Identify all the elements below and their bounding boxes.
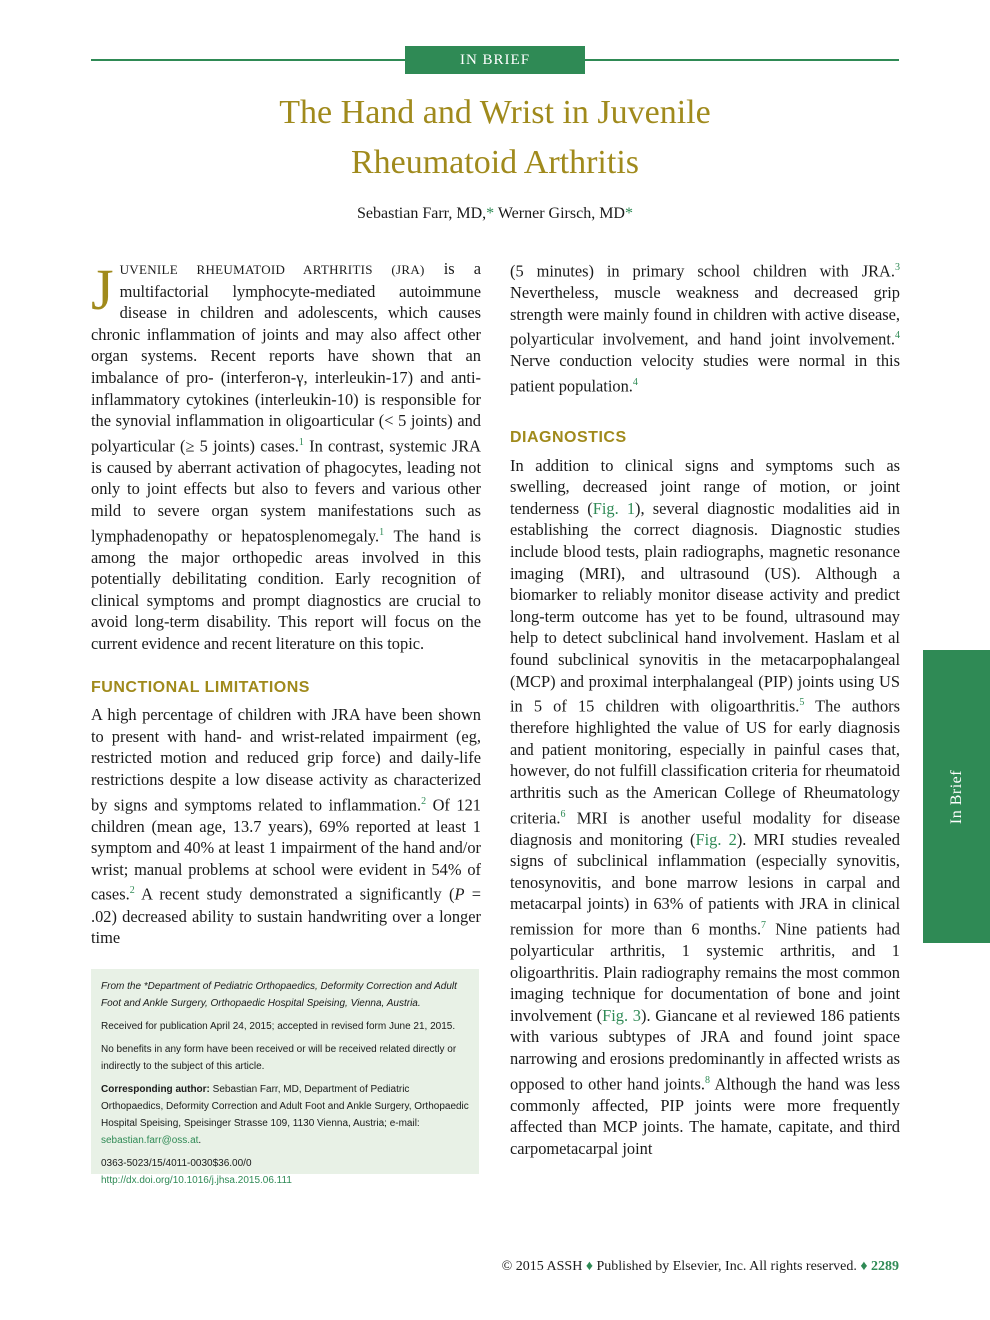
body-text: The authors therefore highlighted the value of US for early diagnosis and patient monitoring, especially in painful cases that, however, do not fulfill classification criteria for rheumatoid arthritis such as the American College of Rheumatology criteria. xyxy=(510,696,900,827)
issn: 0363-5023/15/4011-0030$36.00/0 xyxy=(101,1158,252,1169)
article-footnote-box xyxy=(91,969,479,1186)
body-text: ). Giancane et al reviewed 186 patients with various subtypes of JRA and found joint space narrowing and erosions predominantly in affected wrists as opposed to other hand joints. xyxy=(510,1005,900,1094)
affiliation-marker[interactable]: * xyxy=(624,205,633,222)
section-heading-functional-limitations: FUNCTIONAL LIMITATIONS xyxy=(91,678,310,696)
side-tab-label: In Brief xyxy=(947,769,965,824)
diamond-icon: ♦ xyxy=(860,1259,868,1274)
side-section-tab xyxy=(923,650,990,943)
functional-paragraph xyxy=(91,704,481,948)
body-text: ), several diagnostic modalities aid in establishing the correct diagnosis. Diagnostic studies include blood tests, plain radiographs, magnetic resonance imaging (MRI), and ultrasound (US). Although a biomarker to reliably monitor disease activity and predict long-term outcome has yet to be found, ultrasound may help to detect subclinical hand involvement. Haslam et al found subclinical synovitis in the metacarpophalangeal (MCP) and proximal interphalangeal (PIP) joints using US in 5 of 15 children with oligoarthritis. xyxy=(510,498,900,716)
doi-link[interactable]: http://dx.doi.org/10.1016/j.jhsa.2015.06.111 xyxy=(101,1175,292,1186)
body-text: In addition to clinical signs and symptoms such as swelling, decreased joint range of motion, or joint tenderness ( xyxy=(510,455,900,518)
title-line-1: The Hand and Wrist in Juvenile xyxy=(279,94,711,131)
body-text: ). MRI studies revealed signs of subclinical inflammation (especially synovitis, tenosynovitis, and bone marrow lesions in carpal and metacarpal joints) in 63% of patients with JRA in clinical remission for more than 6 months. xyxy=(510,829,900,939)
diamond-icon: ♦ xyxy=(585,1259,593,1274)
corresponding-author-end: . xyxy=(198,1135,202,1146)
author-2: Werner Girsch, MD xyxy=(497,205,625,222)
body-text: (5 minutes) in primary school children with JRA. xyxy=(510,261,895,281)
diagnostics-paragraph xyxy=(510,455,900,1160)
drop-cap: J xyxy=(91,257,114,322)
citation-ref[interactable]: 3 xyxy=(895,262,900,273)
body-text: A high percentage of children with JRA have been shown to present with hand- and wrist-related impairment (eg, restricted motion and reduced grip force) and daily-life restrictions despite a low disease activity as characterized by signs and symptoms related to inflammation. xyxy=(91,705,481,815)
citation-ref[interactable]: 1 xyxy=(298,436,304,448)
affiliation-note: From the *Department of Pediatric Orthopaedics, Deformity Correction and Adult Foot and Ankle Surgery, Orthopaedic Hospital Speising, Vienna, Austria. xyxy=(101,981,457,1009)
affiliation-marker[interactable]: * xyxy=(486,205,495,222)
title-line-2: Rheumatoid Arthritis xyxy=(350,144,640,181)
author-1: Sebastian Farr, MD, xyxy=(357,205,487,222)
continued-paragraph xyxy=(510,257,900,397)
citation-ref[interactable]: 4 xyxy=(895,330,900,342)
body-text: A recent study demonstrated a significantly ( xyxy=(134,884,455,904)
intro-text: In contrast, systemic JRA is caused by aberrant activation of phagocytes, leading not only to joint effects but also to fevers and various other mild to severe organ system manifestations such as lymphadenopathy or hepatosplenomegaly. xyxy=(91,436,481,546)
citation-ref[interactable]: 8 xyxy=(705,1074,711,1086)
citation-ref[interactable]: 6 xyxy=(560,808,566,820)
page-number: 2289 xyxy=(871,1259,899,1274)
article-title xyxy=(150,88,840,188)
right-column xyxy=(510,257,900,1159)
body-text: MRI is another useful modality for disease diagnosis and monitoring ( xyxy=(510,808,900,849)
body-text: Nerve conduction velocity studies were normal in this patient population. xyxy=(510,351,900,396)
citation-ref[interactable]: 1 xyxy=(379,526,385,538)
body-text: Of 121 children (mean age, 13.7 years), 69% reported at least 1 symptom and 40% at least 1 impairment of the hand and/or wrist; manual problems at school were evident in 54% of cases. xyxy=(91,795,481,904)
copyright: © 2015 ASSH xyxy=(501,1259,583,1274)
citation-ref[interactable]: 7 xyxy=(761,919,767,931)
citation-ref[interactable]: 2 xyxy=(421,795,427,807)
citation-ref[interactable]: 2 xyxy=(129,885,135,897)
figure-link[interactable]: Fig. 2 xyxy=(695,829,737,849)
lead-in: UVENILE RHEUMATOID ARTHRITIS (JRA) xyxy=(119,262,425,277)
publisher-notice: Published by Elsevier, Inc. All rights reserved. xyxy=(596,1259,857,1274)
intro-paragraph xyxy=(91,258,481,655)
page-footer xyxy=(430,1258,899,1276)
received-note: Received for publication April 24, 2015; accepted in revised form June 21, 2015. xyxy=(101,1021,456,1032)
section-tag: IN BRIEF xyxy=(405,46,585,74)
corresponding-author-note xyxy=(101,1081,469,1149)
body-text: Nevertheless, muscle weakness and decreased grip strength were mainly found in children with active disease, polyarticular involvement, and hand joint involvement. xyxy=(510,283,900,349)
figure-link[interactable]: Fig. 3 xyxy=(602,1005,641,1025)
citation-ref[interactable]: 4 xyxy=(632,376,638,388)
section-heading-diagnostics: DIAGNOSTICS xyxy=(510,428,627,446)
corresponding-author-label: Corresponding author: xyxy=(101,1084,210,1095)
intro-text: is a multifactorial lymphocyte-mediated autoimmune disease in children and adolescents, which causes chronic inflammation of joints and may also affect other organ systems. Recent reports have shown that an imbalance of pro- (interferon-γ, interleukin-17) and anti-inflammatory cytokines (interleukin-10) is responsible for the synovial inflammation in oligoarticular (< 5 joints) and polyarticular (≥ 5 joints) cases. xyxy=(91,259,482,456)
author-list xyxy=(150,204,840,224)
body-text: Nine patients had polyarticular arthritis, 1 systemic arthritis, and 1 oligoarthritis. Plain radiography remains the most common imaging technique for documentation of bone and joint involvement ( xyxy=(510,919,900,1025)
p-value-symbol: P xyxy=(454,884,465,904)
body-text: = .02) decreased ability to sustain handwriting over a longer time xyxy=(91,884,482,948)
intro-text: The hand is among the major orthopedic areas involved in this potentially debilitating condition. Early recognition of clinical symptoms and prompt diagnostics are crucial to avoid long-term disability. This report will focus on the current evidence and recent literature on this topic. xyxy=(91,526,481,654)
body-text: Although the hand was less commonly affected, PIP joints were more frequently affected than MCP joints. The hamate, capitate, and third carpometacarpal joint xyxy=(510,1074,900,1158)
citation-ref[interactable]: 5 xyxy=(799,697,805,709)
corresponding-author-text: Sebastian Farr, MD, Department of Pediatric Orthopaedics, Deformity Correction and Adult Foot and Ankle Surgery, Orthopaedic Hospital Speising, Speisinger Strasse 109, 1130 Vienna, Austria; e-mail: xyxy=(101,1084,469,1129)
left-column xyxy=(91,258,481,949)
benefits-note: No benefits in any form have been received or will be received related directly or indirectly to the subject of this article. xyxy=(101,1044,457,1072)
issn-doi xyxy=(101,1155,469,1189)
figure-link[interactable]: Fig. 1 xyxy=(592,498,636,518)
email-link[interactable]: sebastian.farr@oss.at xyxy=(101,1135,199,1146)
